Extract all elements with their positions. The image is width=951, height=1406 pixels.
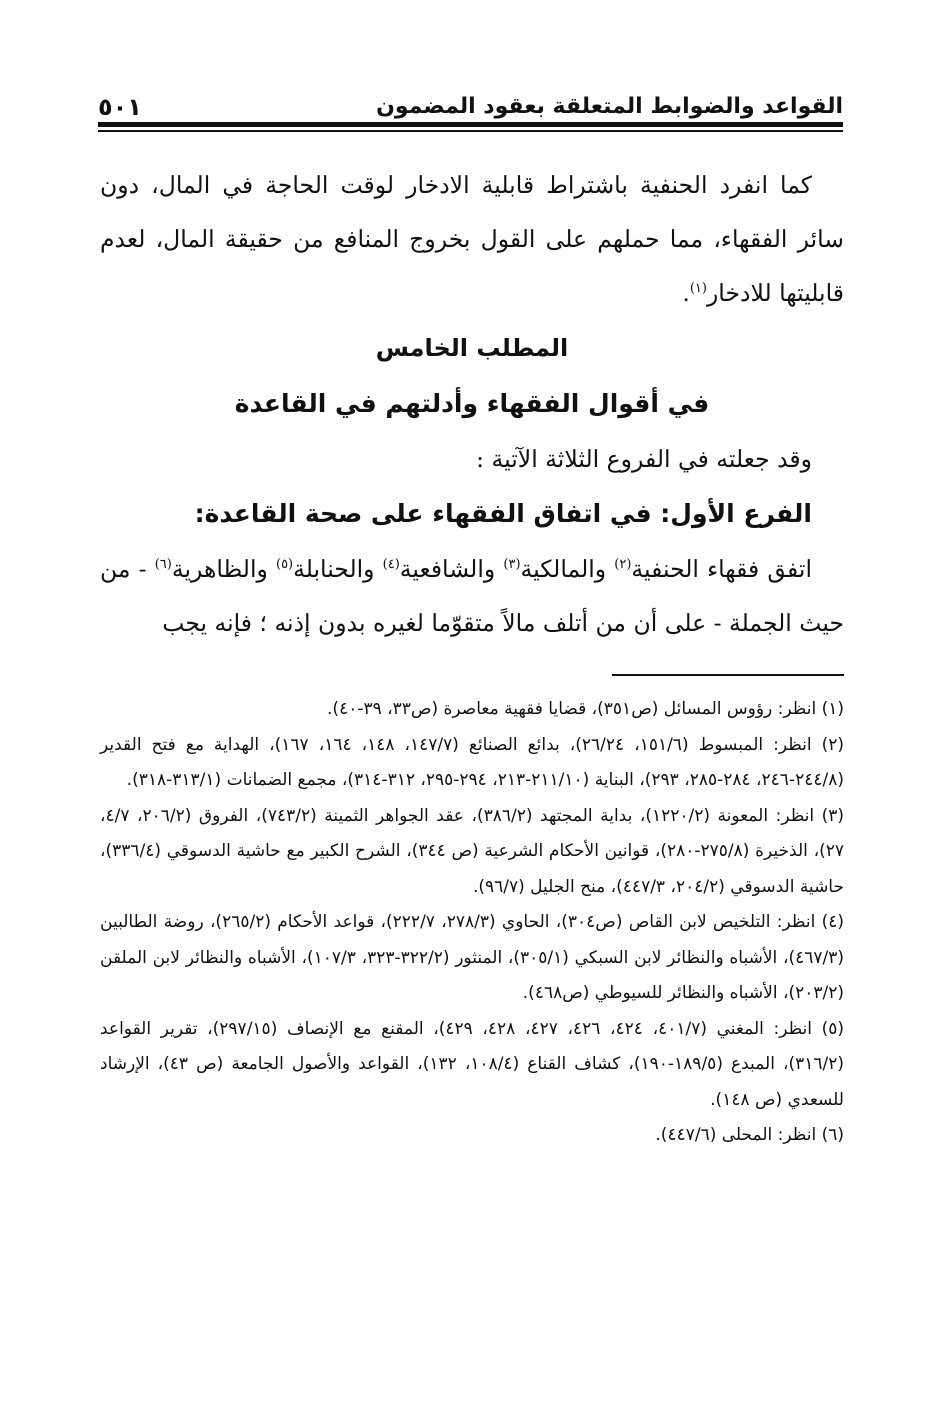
footnote-ref: (٦) (154, 557, 172, 573)
footnote-ref: (٢) (614, 557, 632, 573)
footnote-ref: (٤) (382, 557, 400, 573)
paragraph: كما انفرد الحنفية باشتراط قابلية الادخار لوقت الحاجة في المال، دون سائر الفقهاء، مما حملهم على القول بخروج المنافع من حقيقة المال، لعدم قابليتها للادخار$^{(١)}$. (100, 171, 844, 307)
footnote-ref: (١) (689, 281, 707, 297)
page-number: ٥٠١ (98, 93, 142, 121)
header-rule-thin (98, 130, 843, 132)
footnote: (٢) انظر: المبسوط (١٥١/٦، ٢٦/٢٤)، بدائع الصنائع (١٤٧/٧، ١٤٨، ١٦٤، ١٦٧)، الهداية مع فتح القدير (٢٤٤/٨-٢٤٦، ٢٨٤-٢٨٥، ٢٩٣)، البناية (٢١١/١٠-٢١٣، ٢٩٤-٢٩٥، ٣١٢-٣١٤)، مجمع الضمانات (٣١٣/١-٣١٨). (100, 734, 845, 790)
header-rule-thick (98, 122, 843, 127)
footnote: (٣) انظر: المعونة (١٢٢٠/٢)، بداية المجتهد (٣٨٦/٢)، عقد الجواهر الثمينة (٧٤٣/٢)، الفروق (٢٠٦/٢، ٤/٧، ٢٧)، الذخيرة (٢٧٥/٨-٢٨٠)، قوانين الأحكام الشرعية (ص ٣٤٤)، الشرح الكبير مع حاشية الدسوقي (٣٣٦/٤)، حاشية الدسوقي (٢٠٤/٢، ٤٤٧/٣)، منح الجليل (٩٦/٧). (100, 805, 845, 897)
footnotes (100, 692, 844, 1154)
footnote: (٤) انظر: التلخيص لابن القاص (ص٣٠٤)، الحاوي (٢٧٨/٣، ٢٢٢/٧)، قواعد الأحكام (٢٦٥/٢)، روضة الطالبين (٤٦٧/٣)، الأشباه والنظائر لابن السبكي (٣٠٥/١)، المنثور (٣٢٢/٢-٣٢٣، ١٠٧/٣)، الأشباه والنظائر لابن الملقن (٢٠٣/٢)، الأشباه والنظائر للسيوطي (ص٤٦٨). (100, 912, 844, 1003)
footnote-separator (612, 674, 844, 676)
section-subheading: في أقوال الفقهاء وأدلتهم في القاعدة (234, 389, 710, 418)
running-title: القواعد والضوابط المتعلقة بعقود المضمون (376, 94, 843, 119)
intro-line: وقد جعلته في الفروع الثلاثة الآتية : (476, 445, 812, 473)
footnote-ref: (٣) (503, 557, 521, 573)
branch-heading: الفرع الأول: في اتفاق الفقهاء على صحة القاعدة: (194, 499, 812, 528)
footnote: (٦) انظر: المحلى (٤٤٧/٦). (655, 1125, 844, 1145)
footnote: (٥) انظر: المغني (٤٠١/٧، ٤٢٤، ٤٢٦، ٤٢٧، ٤٢٨، ٤٢٩)، المقنع مع الإنصاف (٢٩٧/١٥)، تقرير القواعد (٣١٦/٢)، المبدع (١٨٩/٥-١٩٠)، كشاف القناع (١٠٨/٤، ١٣٢)، القواعد والأصول الجامعة (ص ٤٣)، الإرشاد للسعدي (ص ١٤٨). (100, 1018, 845, 1110)
paragraph: اتفق فقهاء الحنفية$^{(٢)}$ والمالكية$^{(٣)}$ والشافعية$^{(٤)}$ والحنابلة$^{(٥)}$ والظاهرية$^{(٦)}$ - من حيث الجملة - على أن من أتلف مالاً متقوّما لغيره بدون إذنه ؛ فإنه يجب (100, 555, 844, 637)
section-heading: المطلب الخامس (375, 334, 569, 362)
running-header (98, 78, 843, 122)
footnote-ref: (٥) (275, 557, 294, 573)
main-text (100, 158, 844, 650)
footnote: (١) انظر: رؤوس المسائل (ص٣٥١)، قضايا فقهية معاصرة (ص٣٣، ٣٩-٤٠). (327, 699, 844, 719)
